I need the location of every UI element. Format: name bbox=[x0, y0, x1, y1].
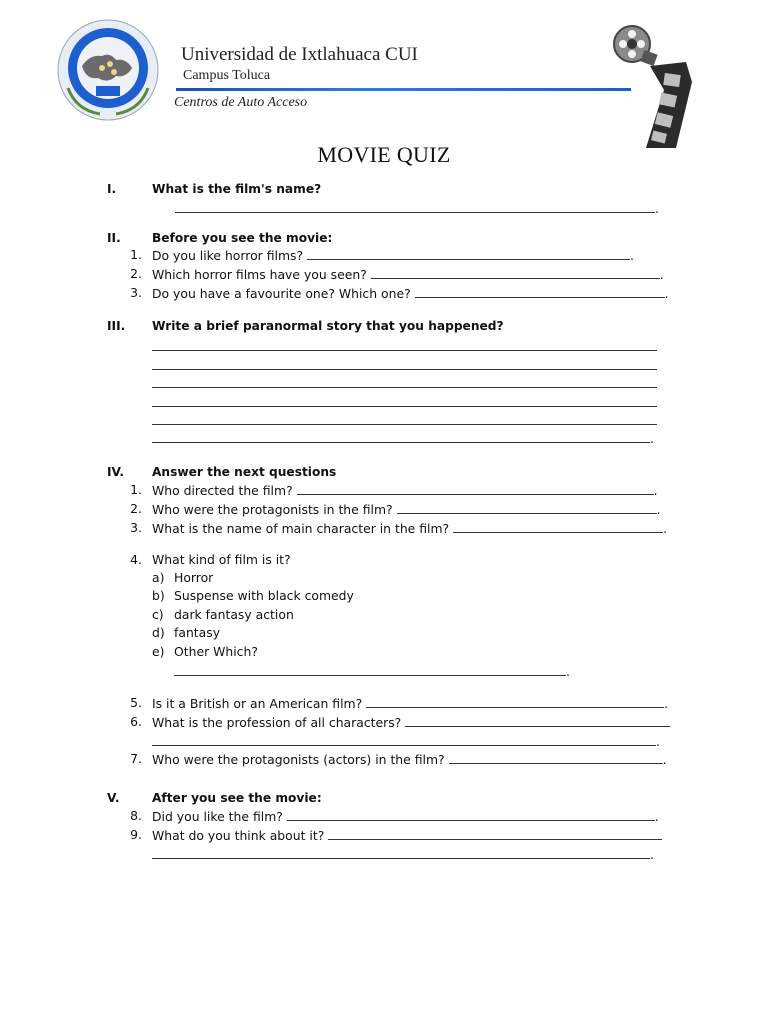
option-text: Horror bbox=[174, 570, 214, 585]
question-number: 5. bbox=[130, 695, 142, 710]
question-number: 1. bbox=[130, 482, 142, 497]
question-text: What is the name of main character in the film? bbox=[152, 521, 450, 536]
answer-blank[interactable] bbox=[415, 284, 665, 298]
question-text: What kind of film is it? bbox=[152, 552, 291, 567]
question: Who directed the film? . bbox=[152, 483, 658, 498]
question-number: 3. bbox=[130, 285, 142, 300]
page-title: MOVIE QUIZ bbox=[317, 142, 451, 167]
answer-line[interactable]: . bbox=[175, 199, 659, 217]
answer-blank[interactable] bbox=[371, 265, 660, 279]
answer-line[interactable]: . bbox=[152, 732, 660, 750]
question-text: Is it a British or an American film? bbox=[152, 696, 363, 711]
question-number: 2. bbox=[130, 266, 142, 281]
campus-name: Campus Toluca bbox=[183, 68, 271, 83]
seal-badge: CUI bbox=[100, 98, 116, 108]
option-letter: a) bbox=[152, 570, 165, 585]
option-text: Other Which? bbox=[174, 644, 258, 659]
answer-blank[interactable] bbox=[397, 500, 657, 514]
answer-line[interactable] bbox=[152, 393, 657, 411]
question: Do you like horror films? . bbox=[152, 248, 634, 263]
answer-line[interactable] bbox=[152, 374, 657, 392]
answer-line[interactable]: . bbox=[152, 845, 654, 863]
center-name: Centros de Auto Acceso bbox=[174, 95, 308, 110]
question: Which horror films have you seen? . bbox=[152, 267, 664, 282]
question: Do you have a favourite one? Which one? . bbox=[152, 286, 669, 301]
question-number: 2. bbox=[130, 501, 142, 516]
answer-blank[interactable] bbox=[405, 713, 670, 727]
option-text: fantasy bbox=[174, 625, 221, 640]
question-text: Do you have a favourite one? Which one? bbox=[152, 286, 411, 301]
header-divider bbox=[176, 88, 631, 91]
question-number: 4. bbox=[130, 552, 142, 567]
question-text: Who were the protagonists (actors) in the film? bbox=[152, 752, 445, 767]
answer-line[interactable] bbox=[152, 411, 657, 429]
answer-blank[interactable] bbox=[328, 826, 662, 840]
answer-blank[interactable] bbox=[366, 694, 664, 708]
option-letter: b) bbox=[152, 588, 165, 603]
section-numeral: II. bbox=[107, 231, 121, 245]
section-numeral: III. bbox=[107, 319, 126, 333]
option-text: dark fantasy action bbox=[174, 607, 294, 622]
answer-blank[interactable] bbox=[307, 246, 630, 260]
option-letter: d) bbox=[152, 625, 165, 640]
question-number: 9. bbox=[130, 827, 142, 842]
section-numeral: IV. bbox=[107, 465, 125, 479]
section-heading: Answer the next questions bbox=[152, 465, 337, 479]
film-reel-icon bbox=[606, 22, 702, 148]
option-letter: e) bbox=[152, 644, 165, 659]
question-text: Who were the protagonists in the film? bbox=[152, 502, 393, 517]
answer-line[interactable]: . bbox=[152, 429, 654, 447]
answer-blank[interactable] bbox=[287, 807, 655, 821]
section-heading: Write a brief paranormal story that you happened? bbox=[152, 319, 504, 333]
answer-line[interactable] bbox=[152, 356, 657, 374]
question: Who were the protagonists (actors) in the film? . bbox=[152, 752, 667, 767]
question-number: 7. bbox=[130, 751, 142, 766]
question bbox=[152, 713, 670, 731]
question-number: 8. bbox=[130, 808, 142, 823]
question-number: 1. bbox=[130, 247, 142, 262]
option-text: Suspense with black comedy bbox=[174, 588, 354, 603]
answer-line[interactable]: . bbox=[174, 662, 570, 680]
answer-blank[interactable] bbox=[453, 519, 663, 533]
question bbox=[152, 826, 662, 844]
question: Did you like the film? . bbox=[152, 809, 659, 824]
question-text: What do you think about it? bbox=[152, 828, 325, 843]
question: What is the name of main character in the film? . bbox=[152, 521, 668, 536]
question-text: Do you like horror films? bbox=[152, 248, 304, 263]
answer-blank[interactable] bbox=[449, 750, 663, 764]
question-number: 3. bbox=[130, 520, 142, 535]
question-text: Which horror films have you seen? bbox=[152, 267, 367, 282]
section-numeral: I. bbox=[107, 182, 117, 196]
university-name: Universidad de Ixtlahuaca CUI bbox=[181, 44, 418, 65]
answer-line[interactable] bbox=[152, 337, 657, 355]
section-heading: After you see the movie: bbox=[152, 791, 322, 805]
question-number: 6. bbox=[130, 714, 142, 729]
answer-blank[interactable] bbox=[297, 481, 654, 495]
section-heading: Before you see the movie: bbox=[152, 231, 333, 245]
question-text: What is the profession of all characters? bbox=[152, 715, 402, 730]
option-letter: c) bbox=[152, 607, 164, 622]
question-text: Did you like the film? bbox=[152, 809, 283, 824]
university-seal-logo bbox=[56, 18, 160, 122]
section-numeral: V. bbox=[107, 791, 120, 805]
question: Who were the protagonists in the film? . bbox=[152, 502, 661, 517]
question: Is it a British or an American film? . bbox=[152, 696, 669, 711]
section-heading: What is the film's name? bbox=[152, 182, 322, 196]
question-text: Who directed the film? bbox=[152, 483, 293, 498]
